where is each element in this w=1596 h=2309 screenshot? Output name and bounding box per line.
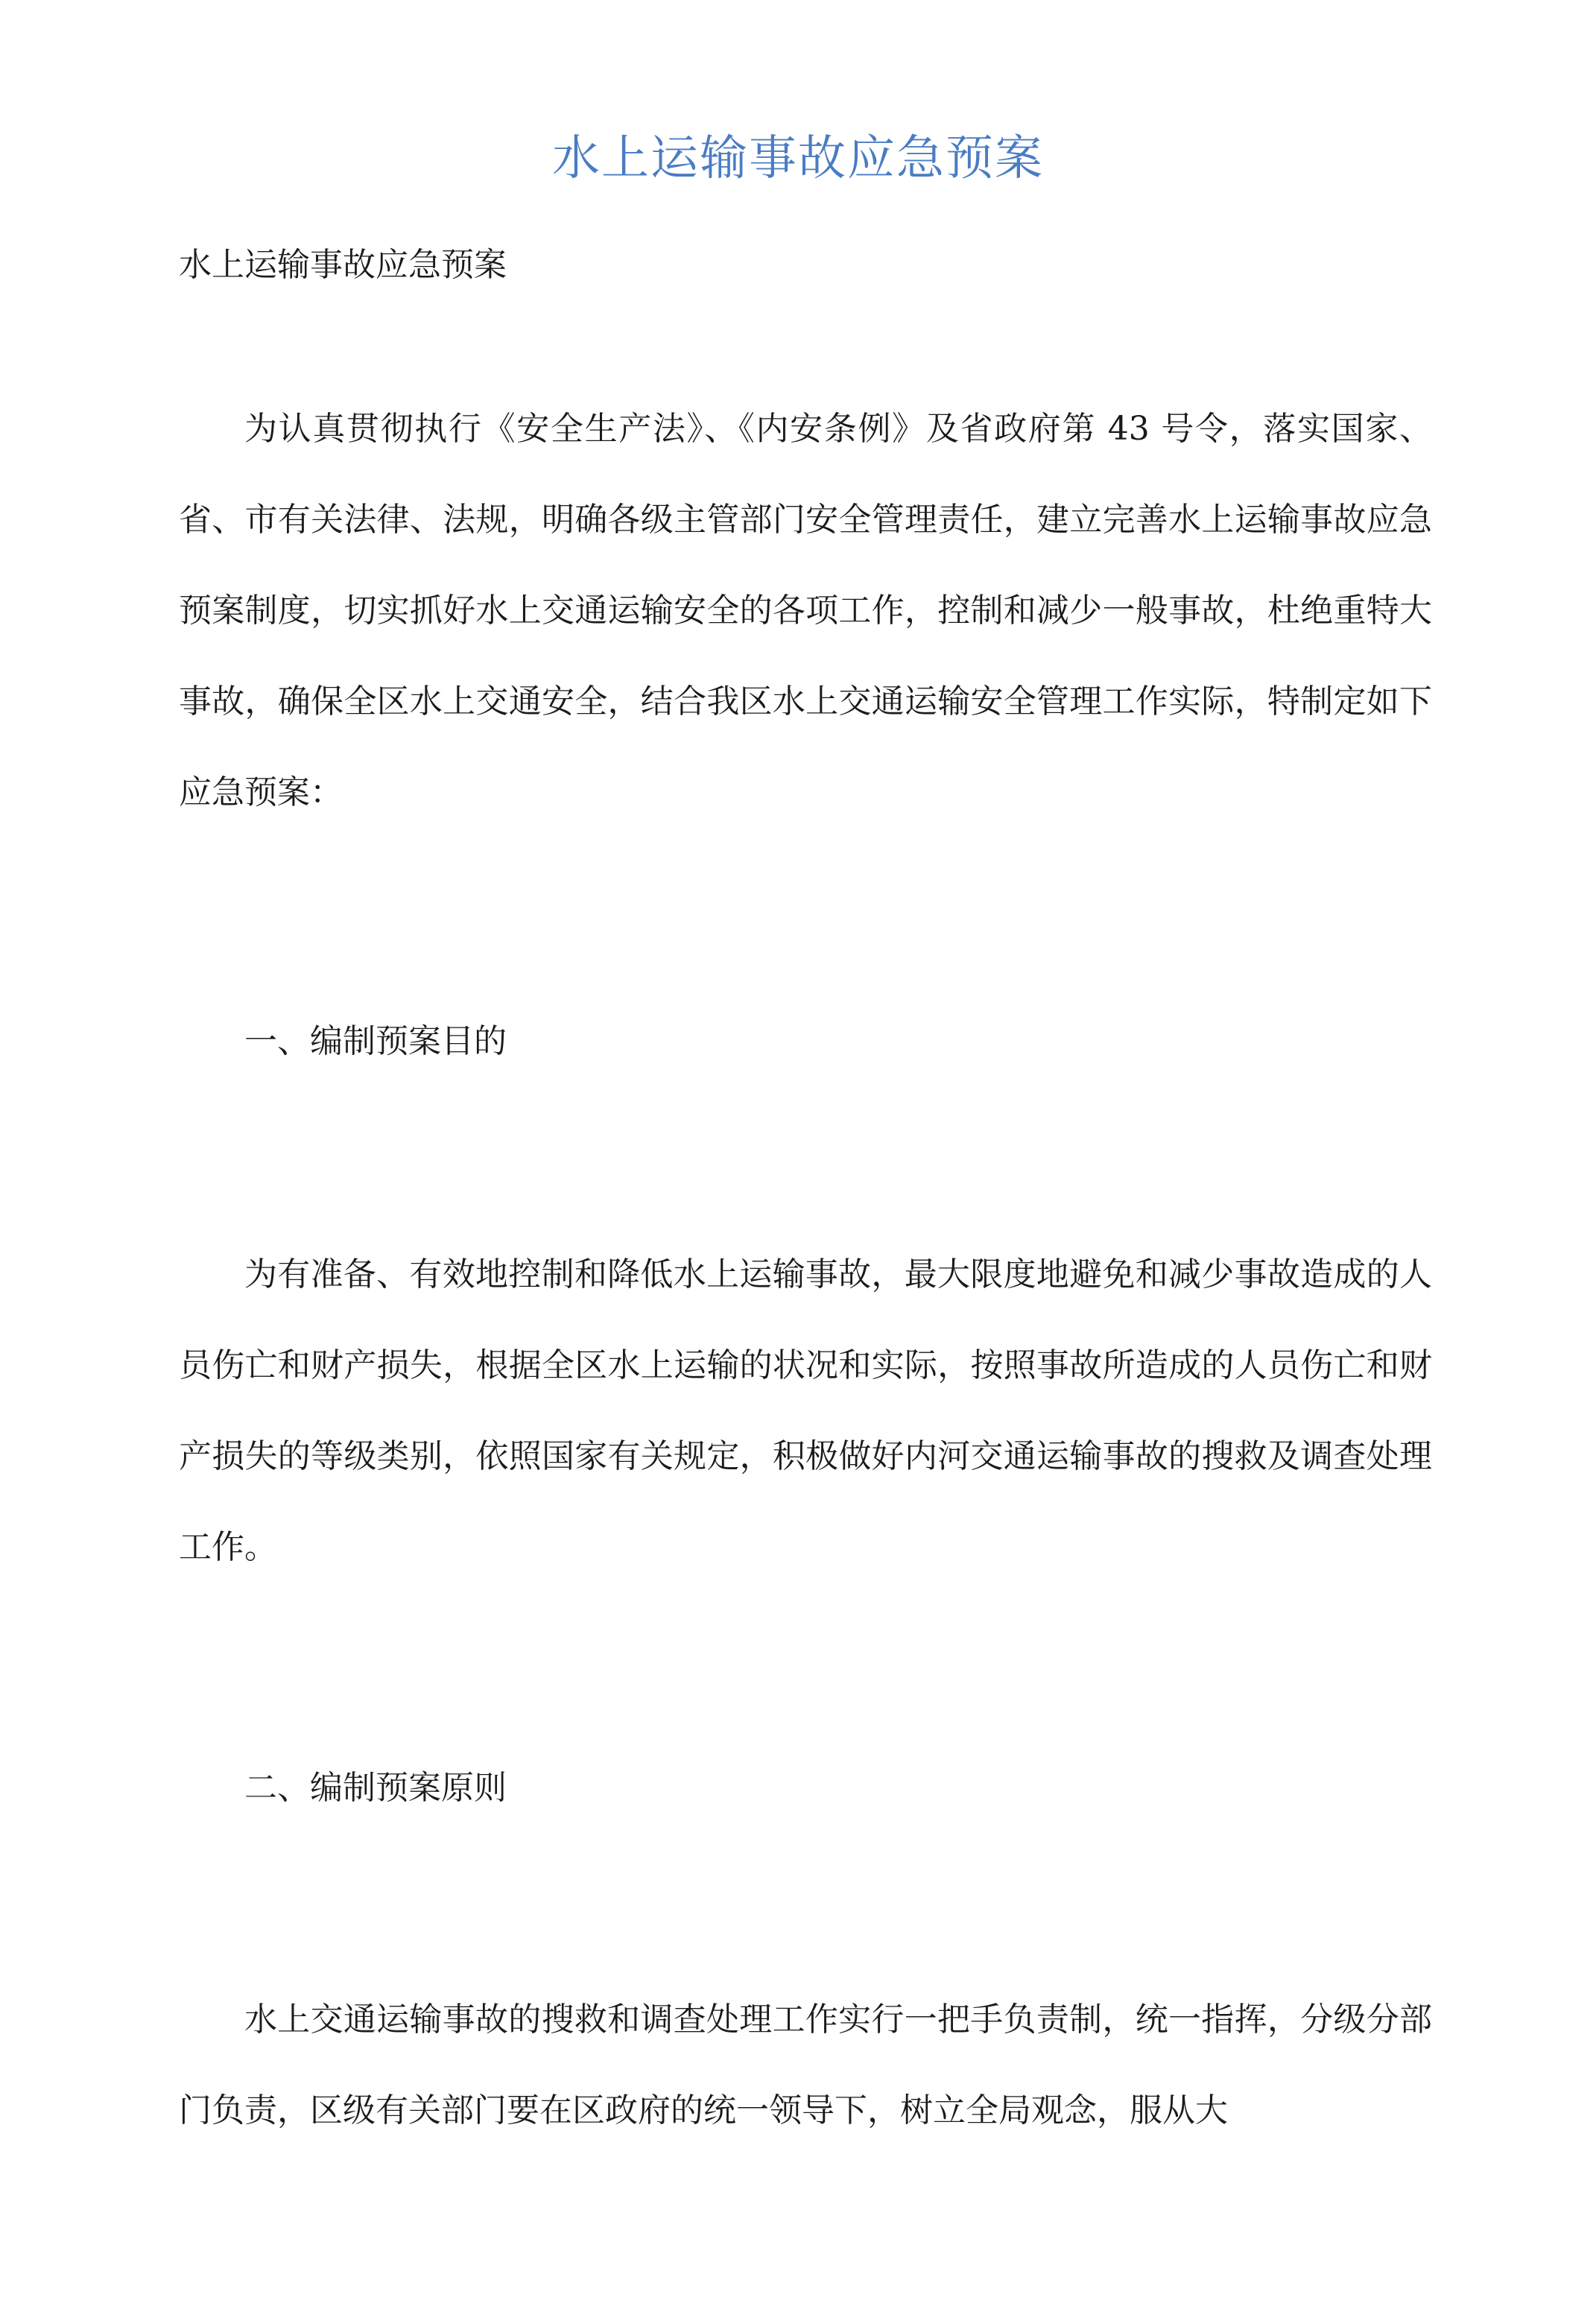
intro-paragraph: 为认真贯彻执行《安全生产法》、《内安条例》及省政府第 43 号令，落实国家、省、市有关法律、法规，明确各级主管部门安全管理责任，建立完善水上运输事故应急预案制度，切实抓好水上交通运输安全的各项工作，控制和减少一般事故，杜绝重特大事故，确保全区水上交通安全，结合我区水上交通运输安全管理工作实际，特制定如下应急预案： (179, 410, 1432, 811)
document-title: 水上运输事故应急预案 (552, 131, 1044, 186)
principles-paragraph: 水上交通运输事故的搜救和调查处理工作实行一把手负责制，统一指挥，分级分部门负责，区级有关部门要在区政府的统一领导下，树立全局观念，服从大 (179, 2001, 1432, 2129)
purpose-paragraph: 为有准备、有效地控制和降低水上运输事故，最大限度地避免和减少事故造成的人员伤亡和财产损失，根据全区水上运输的状况和实际，按照事故所造成的人员伤亡和财产损失的等级类别，依照国家有关规定，积极做好内河交通运输事故的搜救及调查处理工作。 (179, 1255, 1432, 1566)
document-subtitle: 水上运输事故应急预案 (179, 246, 507, 284)
section-heading-principles: 二、编制预案原则 (244, 1769, 507, 1807)
section-heading-purpose: 一、编制预案目的 (244, 1022, 507, 1060)
